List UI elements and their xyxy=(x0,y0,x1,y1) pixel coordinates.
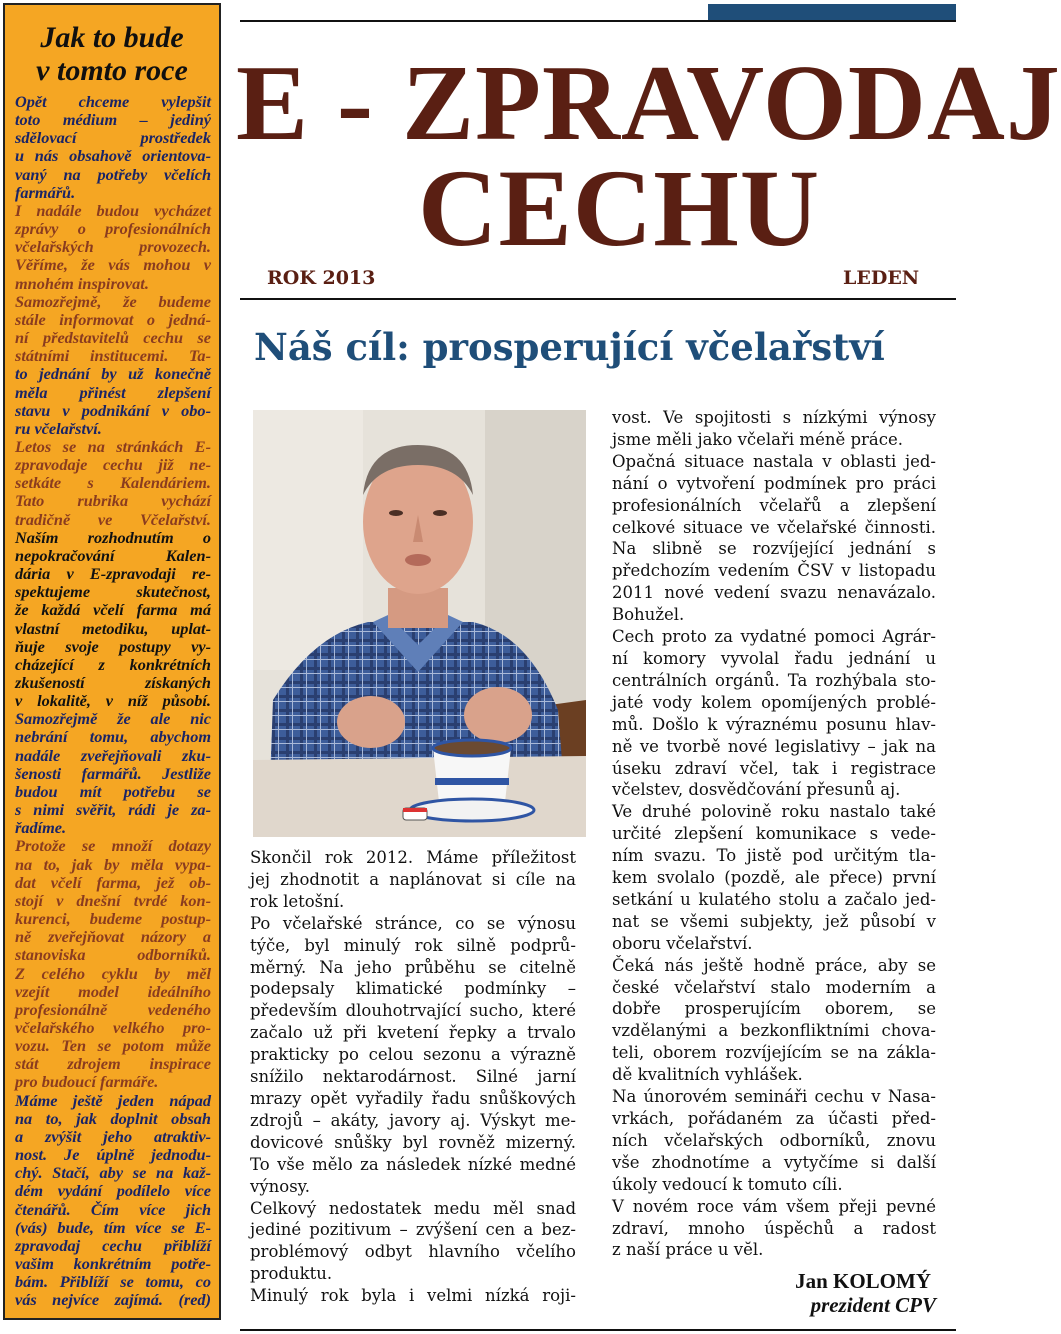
sidebar-text-line: profesionálně vedeného xyxy=(15,999,211,1019)
sidebar-text-line: (vás) bude, tím více se E- xyxy=(15,1217,211,1237)
masthead-title-line1: E - ZPRAVODAJ xyxy=(236,44,1061,163)
sidebar-text-line: na to, jak by měla vypa- xyxy=(15,854,211,874)
sidebar-text-line: zprávy o profesionálních xyxy=(15,219,211,239)
article-text-line: zdraví, mnoho úspěchů a radost xyxy=(612,1218,936,1238)
sidebar-text-line: a zvýšit jeho atraktiv- xyxy=(15,1126,211,1146)
sidebar-text-line: sdělovací prostředek xyxy=(15,128,211,148)
article-text-line: Opačná situace nastala v oblasti jed- xyxy=(612,451,936,471)
article-text-line: Celkový nedostatek medu měl snad xyxy=(250,1198,576,1218)
sidebar-text-line: budou mít potřebu se xyxy=(15,781,211,801)
article-text-line: české včelařství stalo moderním a xyxy=(612,977,936,997)
issue-year: ROK 2013 xyxy=(267,267,376,289)
sidebar-text-line: šenosti farmářů. Jestliže xyxy=(15,763,211,783)
article-text-line: Skončil rok 2012. Máme příležitost xyxy=(250,848,576,867)
sidebar-text-line: vzejít model ideálního xyxy=(15,981,211,1001)
article-text-line: snížilo nektarodárnost. Silné jarní xyxy=(250,1067,576,1087)
article-text-line: dovicové snůšky byl rovněž mizerný. xyxy=(250,1132,576,1152)
sidebar-text-line: čtenářů. Čím více jich xyxy=(15,1199,211,1219)
article-text-line: včelstev, dosvědčování přesunů aj. xyxy=(612,780,901,800)
signature-role: prezident CPV xyxy=(810,1293,936,1317)
sidebar-text-line: vaný na potřeby včelích xyxy=(15,164,211,184)
sidebar-text-line: Věříme, že vás mohou v xyxy=(15,255,211,275)
article-text-line: Po včelařské stránce, co se výnosu xyxy=(250,913,576,933)
article-text-line: V novém roce vám všem přeji pevné xyxy=(612,1196,936,1216)
sidebar-text-line: Protože se množí dotazy xyxy=(15,836,211,856)
sidebar-text-line: v lokalitě, v níž působí. xyxy=(15,691,211,711)
article-text-line: ních včelařských odborníků, znovu xyxy=(612,1130,936,1150)
article-text-line: Ve druhé polovině roku nastalo také xyxy=(612,802,936,822)
article-text-line: nání o vytvoření podmínek pro práci xyxy=(612,473,936,493)
page-bottom-rule xyxy=(240,1329,956,1331)
sidebar-text-line: ní představitelů cechu se xyxy=(15,328,211,348)
signature xyxy=(612,1269,936,1317)
article-headline: Náš cíl: prosperující včelařství xyxy=(254,325,885,369)
sidebar-box xyxy=(3,3,221,1320)
sidebar-text-line: mnohém inspirovat. xyxy=(15,273,149,293)
sidebar-text-line: vlastní metodiku, uplat- xyxy=(15,618,211,638)
header-bottom-rule xyxy=(240,298,956,300)
article-text-line: mrazy opět vyřadily řadu snůškových xyxy=(250,1088,576,1108)
sidebar-text-line: ně zveřejňovat názory a xyxy=(15,927,211,947)
article-text-line: produktu. xyxy=(250,1264,333,1284)
article-text-line: ním svazu. To jistě pod určitým tla- xyxy=(612,846,936,866)
article-text-line: především dlouhotrvající sucho, které xyxy=(250,1001,576,1021)
sidebar-text-line: bám. Přiblíží se tomu, co xyxy=(15,1272,211,1292)
article-text-line: začalo už při kvetení řepky a trvalo xyxy=(250,1023,576,1043)
sidebar-text xyxy=(5,93,219,1309)
article-text-line: Cech proto za vydatné pomoci Agrár- xyxy=(612,627,936,647)
article-text-line: jsme měli jako včelaři méně práce. xyxy=(612,429,904,449)
sidebar-text-line: státními institucemi. Ta- xyxy=(15,346,211,366)
article-text-line: Na únorovém semináři cechu v Nasa- xyxy=(612,1087,936,1107)
article-text-line: dobře prosperujícím oborem, se xyxy=(612,999,936,1019)
sidebar-text-line: u nás obsahově orientova- xyxy=(15,146,211,166)
sidebar-text-line: nebrání tomu, abychom xyxy=(15,727,211,747)
article-text-line: dě kvalitních vyhlášek. xyxy=(612,1065,803,1085)
sidebar-text-line: vašim konkrétním potře- xyxy=(15,1254,211,1273)
article-text-line: To vše mělo za následek nízké medné xyxy=(250,1154,576,1174)
sidebar-text-line: ru včelařství. xyxy=(15,418,102,438)
sidebar-text-line: nadále zveřejňovali zku- xyxy=(15,745,211,765)
article-text-line: oboru včelařství. xyxy=(612,933,753,953)
sidebar-text-line: stále informovat o jedná- xyxy=(15,309,211,329)
article-text-line: určité zlepšení komunikace s vede- xyxy=(612,824,936,844)
sidebar-text-line: zkušeností získaných xyxy=(15,673,211,692)
article-text-line: vše zhodnotíme a vytyčíme si další xyxy=(612,1152,936,1172)
signature-name: Jan KOLOMÝ xyxy=(795,1269,931,1293)
article-text-line: centrálních orgánů. Ta rozhýbala sto- xyxy=(612,670,936,690)
header-corner-block xyxy=(708,4,956,21)
sidebar-text-line: Naším rozhodnutím o xyxy=(15,527,211,547)
sidebar-text-line: Letos se na stránkách E- xyxy=(15,436,211,456)
sidebar-title-line: v tomto roce xyxy=(36,54,188,87)
article-text-line: týče, byl minulý rok silně podprů- xyxy=(250,935,576,955)
article-text-line: jej zhodnotit a naplánovat si cíle na xyxy=(250,869,576,889)
sidebar-text-line: Samozřejmě že ale nic xyxy=(15,709,211,729)
sidebar-text-line: včelařského velkého pro- xyxy=(15,1017,211,1037)
sidebar-text-line: pro budoucí farmáře. xyxy=(15,1072,159,1092)
sidebar-text-line: Z celého cyklu by měl xyxy=(15,963,211,983)
sidebar-text-line: měla přinést zlepšení xyxy=(15,382,211,402)
sidebar-text-line: chý. Stačí, aby se na kaž- xyxy=(15,1163,211,1183)
article-text-line: jediné pozitivum – zvýšení cen a bez- xyxy=(250,1220,576,1240)
sidebar-text-line: řadíme. xyxy=(15,818,67,838)
article-text-line: prakticky po celou sezonu a výrazně xyxy=(250,1045,576,1065)
sidebar-text-line: zpravodaje cechu již ne- xyxy=(15,455,211,475)
article-text-line: ně ve tvorbě nové legislativy – jak na xyxy=(612,736,936,756)
sidebar-text-line: stát zdrojem inspirace xyxy=(15,1054,211,1074)
sidebar-text-line: stojí v dnešní tvrdé kon- xyxy=(15,890,211,910)
sidebar-text-line: nepokračování Kalen- xyxy=(15,545,211,565)
sidebar-text-line: stanoviska odborníků. xyxy=(15,945,211,965)
sidebar-text-line: ňuje svoje postupy vy- xyxy=(15,636,211,656)
sidebar-title-line: Jak to bude xyxy=(40,21,184,54)
sidebar-text-line: kurenci, budeme postup- xyxy=(15,909,211,929)
sidebar-text-line: vozu. Ten se potom může xyxy=(15,1036,211,1056)
article-text-line: ní komory vyvolal řadu jednání u xyxy=(612,648,936,668)
sidebar-text-line: toto médium – jediný xyxy=(15,110,211,130)
sidebar-text-line: stavu v podnikání v obo- xyxy=(15,400,211,420)
article-text-line: zdrojů – akáty, javory aj. Výskyt me- xyxy=(250,1110,576,1130)
article-text-line: Bohužel. xyxy=(612,605,685,625)
sidebar-text-line: včelařských provozech. xyxy=(15,237,211,257)
article-text-line: celkové situace ve včelařské činnosti. xyxy=(612,517,936,537)
article-column-left xyxy=(250,847,576,1307)
sidebar-text-line: Samozřejmě, že budeme xyxy=(15,291,211,311)
sidebar-text-line: že každá včelí farma má xyxy=(15,600,211,620)
article-text-line: problémový odbyt hlavního včelího xyxy=(250,1242,576,1262)
sidebar-text-line: vás nejvíce zajímá. (red) xyxy=(15,1290,211,1310)
sidebar-title xyxy=(9,21,215,87)
sidebar-text-line: Máme ještě jeden nápad xyxy=(15,1090,211,1110)
sidebar-text-line: dat včelí farma, jež ob- xyxy=(15,872,211,892)
masthead-title-line2: CECHU xyxy=(418,147,821,269)
sidebar-text-line: nost. Je úplně jednodu- xyxy=(15,1145,211,1165)
article-text-line: předchozím vedením ČSV v listopadu xyxy=(612,561,936,581)
sidebar-text-line: s nimi svěřit, rádi je za- xyxy=(15,800,211,820)
sidebar-text-line: to jednání by už konečně xyxy=(15,364,211,384)
article-text-line: jaté vody kolem opomíjených problé- xyxy=(612,692,936,712)
sidebar-text-line: spektujeme skutečnost, xyxy=(15,582,211,602)
article-text-line: úseku zdraví včel, tak i registrace xyxy=(612,758,936,778)
article-text-line: vost. Ve spojitosti s nízkými výnosy xyxy=(612,408,936,427)
article-text-line: vzdělanými a bezkonfliktními chova- xyxy=(612,1021,936,1041)
issue-month: LEDEN xyxy=(843,267,920,289)
sidebar-text-line: setkáte s Kalendáriem. xyxy=(15,473,211,493)
sidebar-text-line: I nadále budou vycházet xyxy=(15,200,211,220)
sidebar-text-line: na to, jak doplnit obsah xyxy=(15,1108,211,1128)
sidebar-text-line: tradičně ve Včelařství. xyxy=(15,509,211,529)
sidebar-text-line: Tato rubrika vychází xyxy=(15,491,211,511)
sidebar-text-line: cházející z konkrétních xyxy=(15,654,211,674)
header-top-rule xyxy=(240,20,956,22)
article-text-line: teli, oborem rozvíjejícím se na zákla- xyxy=(612,1043,936,1063)
portrait-photo xyxy=(253,410,586,837)
article-text-line: rok letošní. xyxy=(250,891,345,911)
sidebar-text-line: Opět chceme vylepšit xyxy=(15,92,211,111)
article-text-line: mů. Došlo k výraznému posunu hlav- xyxy=(612,714,936,734)
article-column-right xyxy=(612,407,936,1261)
sidebar-text-line: dária v E-zpravodaji re- xyxy=(15,564,211,584)
sidebar-text-line: farmářů. xyxy=(15,182,76,202)
sidebar-text-line: zpravodaj cechu přiblíží xyxy=(15,1235,211,1255)
sidebar-text-line: dém vydání podílelo více xyxy=(15,1181,211,1201)
article-text-line: vrkách, pořádaném za účasti před- xyxy=(612,1109,936,1128)
article-text-line: úkoly vedoucí k tomuto cíli. xyxy=(612,1174,843,1194)
article-text-line: nat se všemi subjekty, jež působí v xyxy=(612,911,936,931)
article-text-line: měrný. Na jeho průběhu se citelně xyxy=(250,957,576,977)
article-text-line: Minulý rok byla i velmi nízká roji- xyxy=(250,1286,576,1306)
article-text-line: Na slibně se rozvíjející jednání s xyxy=(612,539,936,559)
article-text-line: z naší práce u vĕl. xyxy=(612,1240,764,1260)
article-text-line: profesionálních včelařů a zlepšení xyxy=(612,495,936,515)
article-text-line: setkání u kulatého stolu a začalo jed- xyxy=(612,889,936,909)
article-text-line: 2011 nové vedení svazu nenavázalo. xyxy=(612,583,936,603)
article-text-line: podepsaly klimatické podmínky – xyxy=(250,979,576,999)
article-text-line: kem svolalo (pozdě, ale přece) první xyxy=(612,868,936,888)
article-text-line: Čeká nás ještě hodně práce, aby se xyxy=(612,955,936,975)
article-text-line: výnosy. xyxy=(250,1176,311,1196)
